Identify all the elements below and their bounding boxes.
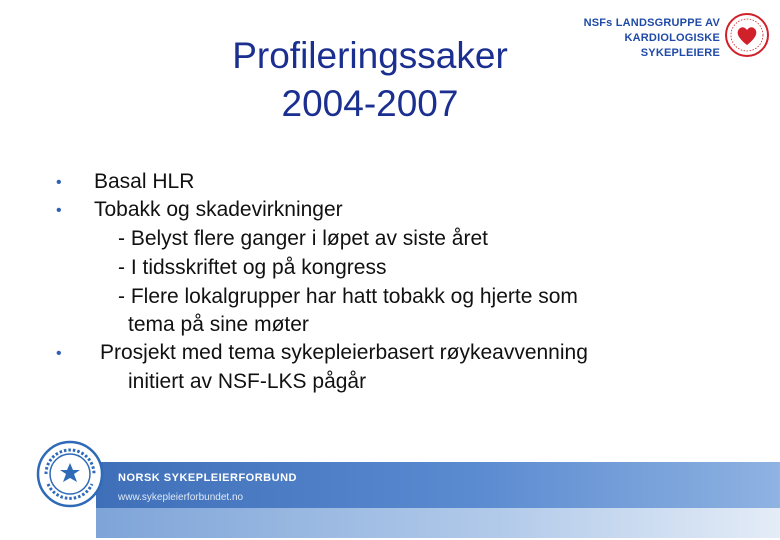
footer-org-name: NORSK SYKEPLEIERFORBUND — [118, 472, 297, 484]
list-item — [56, 225, 756, 254]
list-item — [56, 368, 756, 396]
title-line-1: Profileringssaker — [232, 35, 508, 76]
list-item-text: initiert av NSF-LKS pågår — [128, 370, 367, 393]
slide-title — [160, 32, 580, 128]
list-item — [56, 168, 756, 196]
list-item — [56, 254, 756, 283]
bullet-icon: • — [56, 174, 62, 191]
nsf-seal-icon — [36, 440, 104, 508]
footer-band-light — [96, 508, 780, 538]
header-logo-line-2: KARDIOLOGISKE SYKEPLEIERE — [624, 32, 720, 59]
header-logo-line-1: NSFs LANDSGRUPPE AV — [583, 17, 720, 29]
list-item-text: - I tidsskriftet og på kongress — [118, 256, 387, 279]
header-logo — [560, 12, 772, 62]
footer-url: www.sykepleierforbundet.no — [118, 492, 244, 503]
list-item — [56, 311, 756, 339]
list-item-text: - Belyst flere ganger i løpet av siste året — [118, 227, 488, 250]
list-item-text: Tobakk og skadevirkninger — [94, 198, 343, 221]
header-logo-text — [560, 16, 720, 61]
footer-banner — [0, 432, 780, 540]
title-line-2: 2004-2007 — [281, 83, 459, 124]
list-item — [56, 283, 756, 311]
list-item-text: Basal HLR — [94, 170, 195, 193]
bullet-icon: • — [56, 345, 62, 362]
list-item-text: Prosjekt med tema sykepleierbasert røykeavvenning — [100, 341, 588, 364]
heart-emblem-icon — [724, 12, 770, 58]
list-item — [56, 339, 756, 368]
list-item — [56, 196, 756, 225]
list-item-text: - Flere lokalgrupper har hatt tobakk og hjerte som — [118, 285, 578, 308]
bullet-list — [56, 168, 756, 396]
list-item-text: tema på sine møter — [128, 313, 309, 336]
bullet-icon: • — [56, 202, 62, 219]
